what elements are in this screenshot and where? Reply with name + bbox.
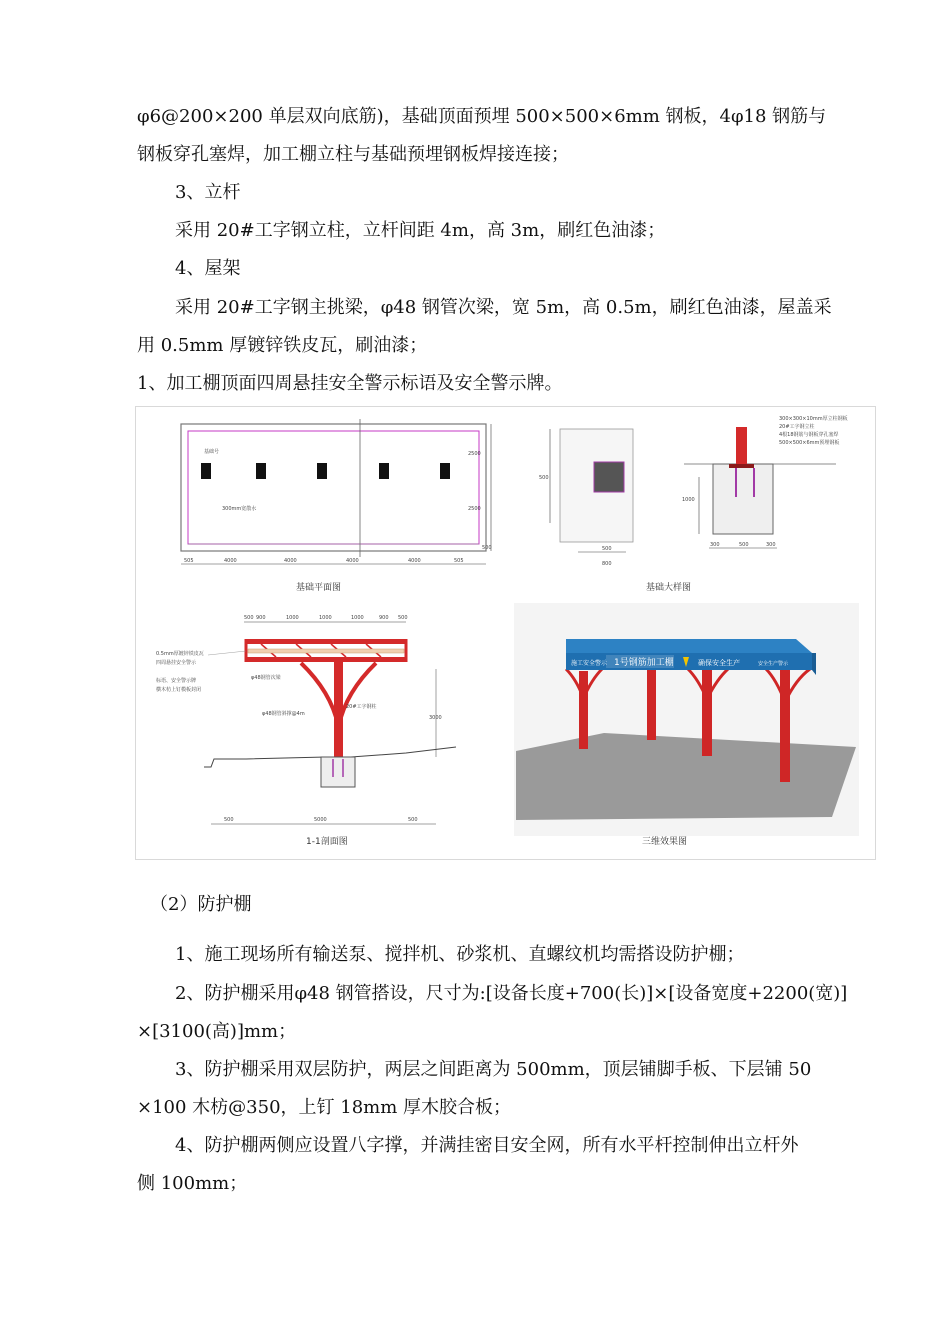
paragraph-line-12: ×[3100(高)]mm； <box>137 1021 297 1042</box>
caption-section: 1-1剖面图 <box>306 837 348 847</box>
render-roof-top <box>566 639 812 653</box>
render-banner-far: 安全生产警示 <box>758 661 789 667</box>
plan-base-label: 基础号 <box>204 449 220 455</box>
paragraph-line-16: 侧 100mm； <box>137 1173 248 1194</box>
drawing-svg <box>136 407 875 859</box>
pier-5 <box>440 463 450 479</box>
footing-concrete <box>713 464 773 534</box>
section-note-column: 20#工字钢柱 <box>346 704 377 710</box>
section-bottom-dim-1: 500 <box>224 817 234 823</box>
detail-note-2: 20#工字钢立柱 <box>779 424 815 430</box>
caption-foundation-detail: 基础大样图 <box>646 583 692 593</box>
section-left-note-4: 横木枋上钉模板封闭 <box>156 687 202 693</box>
foundation-detail-drawing <box>539 415 848 593</box>
section-top-dim-4: 1000 <box>319 615 332 621</box>
render-ground <box>516 733 856 820</box>
section-top-dim-7: 500 <box>398 615 408 621</box>
section-left-note-3: 标语、安全警示牌 <box>156 678 197 684</box>
section-drawing <box>156 615 456 847</box>
detail-dim-bottom-2: 800 <box>602 561 612 567</box>
plan-dim-3: 4000 <box>284 558 297 564</box>
plan-dim-1: 505 <box>184 558 194 564</box>
paragraph-line-11: 2、防护棚采用φ48 钢管搭设，尺寸为:[设备长度+700(长)]×[设备宽度+2200(宽)] <box>175 983 848 1004</box>
pier-2 <box>256 463 266 479</box>
detail-note-4: 500×500×6mm预埋钢板 <box>779 440 840 446</box>
section-top-dim-5: 1000 <box>351 615 364 621</box>
section-heading-protective-shed: （2）防护棚 <box>150 894 252 915</box>
section-top-dim-3: 1000 <box>286 615 299 621</box>
paragraph-line-1: φ6@200×200 单层双向底筋)，基础顶面预埋 500×500×6mm 钢板，4φ18 钢筋与 <box>137 106 827 127</box>
pier-3 <box>317 463 327 479</box>
plan-dim-2: 4000 <box>224 558 237 564</box>
caption-render: 三维效果图 <box>642 837 688 847</box>
detail-dim-seg-1: 300 <box>710 542 720 548</box>
plan-dim-5: 4000 <box>408 558 421 564</box>
plan-dim-6: 505 <box>454 558 464 564</box>
paragraph-line-4: 采用 20#工字钢立柱，立杆间距 4m，高 3m，刷红色油漆； <box>175 220 666 241</box>
render-banner-center: 1号钢筋加工棚 <box>614 658 674 668</box>
detail-note-1: 300×300×10mm厚立柱钢板 <box>779 416 848 422</box>
processing-shed-drawing-figure <box>135 406 876 860</box>
section-note-brace: φ48钢管斜撑@4m <box>262 711 305 717</box>
pier-4 <box>379 463 389 479</box>
section-bottom-dim-2: 5000 <box>314 817 327 823</box>
plan-side-dim-1: 2500 <box>468 451 481 457</box>
plan-note-label: 300mm宽散水 <box>222 506 257 512</box>
section-heading-column: 3、立杆 <box>175 182 241 203</box>
embedded-plate-plan <box>594 462 624 492</box>
foundation-plan-drawing <box>181 419 492 593</box>
plan-side-dim-2: 2500 <box>468 506 481 512</box>
detail-dim-seg-2: 500 <box>739 542 749 548</box>
section-top-dim-2: 900 <box>256 615 266 621</box>
detail-dim-bottom-1: 500 <box>602 546 612 552</box>
section-height-dim: 3000 <box>429 715 442 721</box>
paragraph-line-14: ×100 木枋@350，上钉 18mm 厚木胶合板； <box>137 1097 511 1118</box>
paragraph-line-8: 1、加工棚顶面四周悬挂安全警示标语及安全警示牌。 <box>137 373 563 394</box>
paragraph-line-15: 4、防护棚两侧应设置八字撑，并满挂密目安全网，所有水平杆控制伸出立杆外 <box>175 1135 799 1156</box>
render-3d-drawing <box>514 603 859 847</box>
section-top-dim-1: 500 <box>244 615 254 621</box>
caption-foundation-plan: 基础平面图 <box>296 583 342 593</box>
paragraph-line-6: 采用 20#工字钢主挑梁，φ48 钢管次梁，宽 5m，高 0.5m，刷红色油漆，屋盖采 <box>175 297 832 318</box>
detail-column <box>736 427 747 467</box>
plan-side-dim-3: 500 <box>482 545 492 551</box>
section-heading-roof: 4、屋架 <box>175 258 241 279</box>
detail-dim-height: 1000 <box>682 497 695 503</box>
detail-dim-seg-3: 300 <box>766 542 776 548</box>
detail-dim-left: 500 <box>539 475 549 481</box>
section-left-note-1: 0.5mm厚镀锌铁皮瓦 <box>156 651 204 657</box>
pier-1 <box>201 463 211 479</box>
paragraph-line-10: 1、施工现场所有输送泵、搅拌机、砂浆机、直螺纹机均需搭设防护棚； <box>175 944 745 965</box>
render-banner-left: 施工安全警示 <box>571 660 608 667</box>
section-top-dim-6: 900 <box>379 615 389 621</box>
paragraph-line-13: 3、防护棚采用双层防护，两层之间距离为 500mm，顶层铺脚手板、下层铺 50 <box>175 1059 812 1080</box>
section-note-secondary-beam: φ48钢管次梁 <box>251 675 281 681</box>
plan-dim-4: 4000 <box>346 558 359 564</box>
detail-note-3: 4根18钢筋与钢板穿孔塞焊 <box>779 432 839 438</box>
section-footing <box>321 757 355 787</box>
render-banner-right: 确保安全生产 <box>698 659 740 667</box>
paragraph-line-2: 钢板穿孔塞焊，加工棚立柱与基础预埋钢板焊接连接； <box>137 144 569 165</box>
paragraph-line-7: 用 0.5mm 厚镀锌铁皮瓦，刷油漆； <box>137 335 428 356</box>
section-left-note-2: 四周悬挂安全警示 <box>156 660 197 666</box>
section-bottom-dim-3: 500 <box>408 817 418 823</box>
